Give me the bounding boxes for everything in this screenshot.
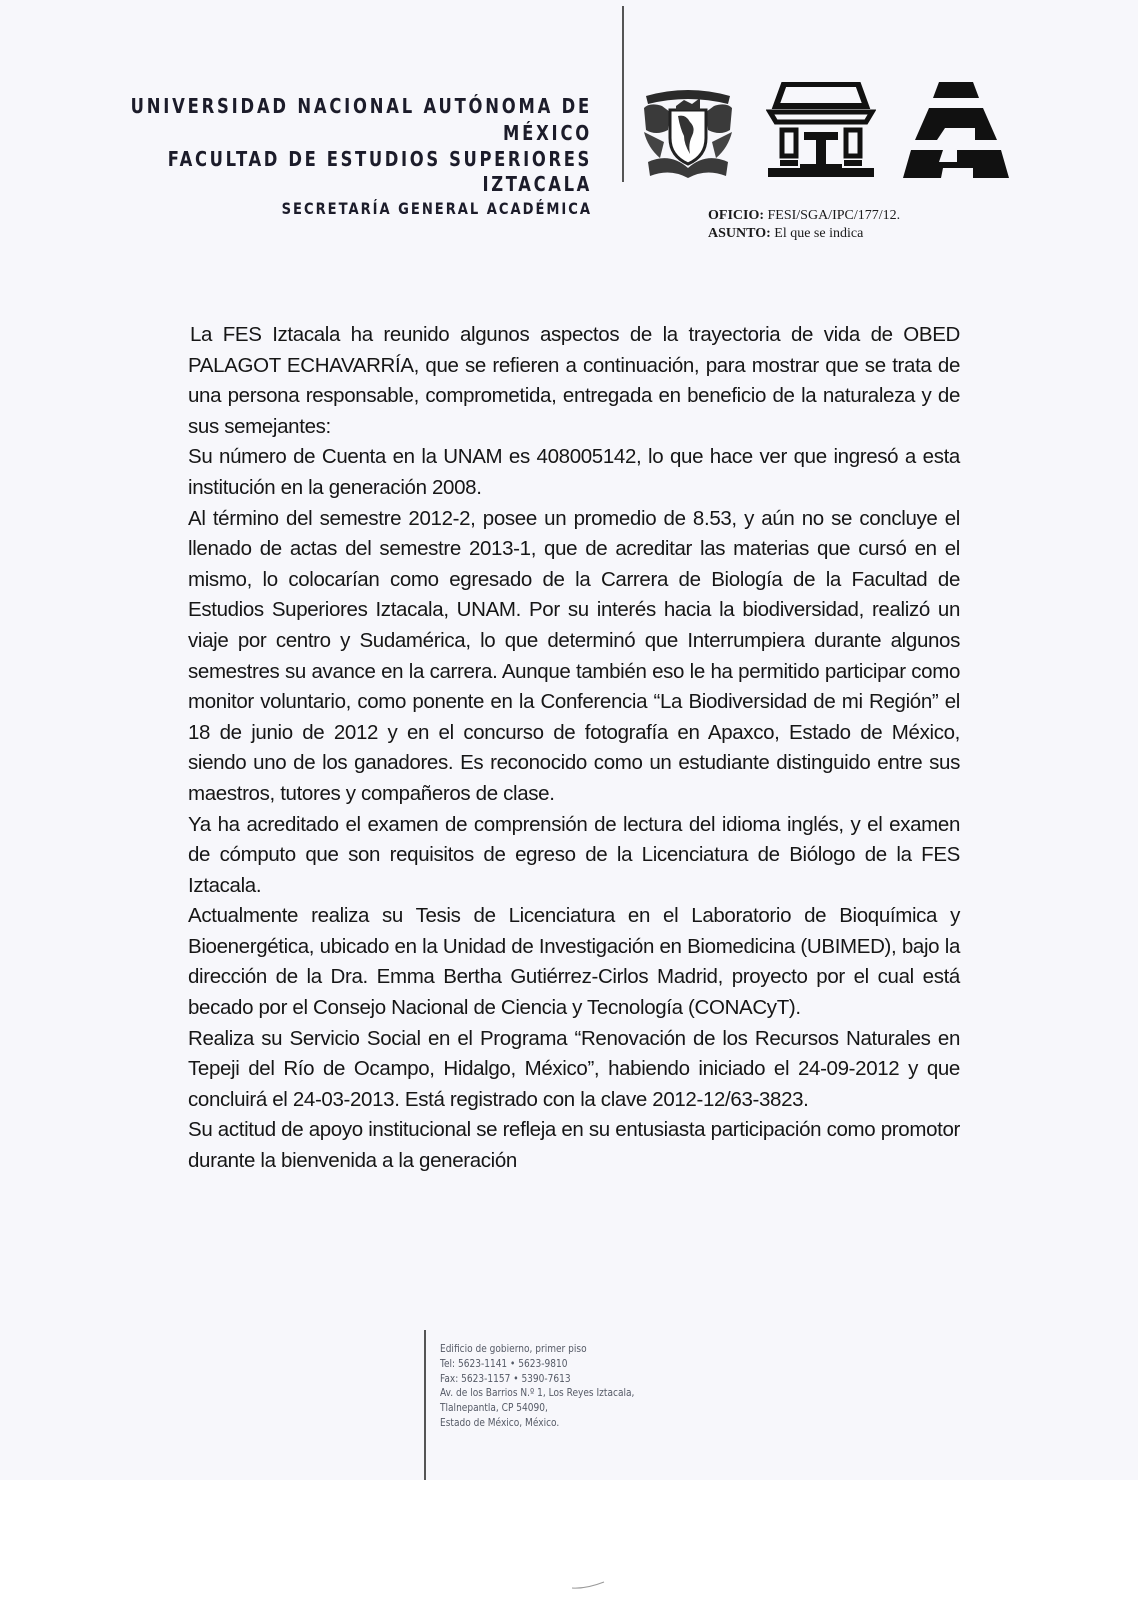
- body-paragraph-academic: Al término del semestre 2012-2, posee un promedio de 8.53, y aún no se concluye el llenado de actas del semestre 2013-1, que de acreditar las materias que cursó en el mismo, lo colocarían como egresado de la Carrera de Biología de la Facultad de Estudios Superiores Iztacala, UNAM. Por su interés hacia la biodiversidad, realizó un viaje por centro y Sudamérica, lo que determinó que Interrumpiera durante algunos semestres su avance en la carrera. Aunque también eso le ha permitido participar como monitor voluntario, como ponente en la Conferencia “La Biodiversidad de mi Región” el 18 de junio de 2012 y en el concurso de fotografía en Apaxco, Estado de México, siendo uno de los ganadores. Es reconocido como un estudiante distinguido entre sus maestros, tutores y compañeros de clase.: [188, 506, 960, 805]
- letter-body: [188, 320, 960, 1177]
- page-background-lower: [0, 1480, 1138, 1600]
- header-divider: [622, 6, 624, 182]
- footer-divider: [424, 1330, 426, 1480]
- body-paragraph-social-service: Realiza su Servicio Social en el Programa “Renovación de los Recursos Naturales en Tepeji del Río de Ocampo, Hidalgo, México”, habiendo iniciado el 24-09-2012 y que concluirá el 24-03-2013. Está registrado con la clave 2012-12/63-3823.: [188, 1026, 960, 1111]
- footer-line: Estado de México, México.: [440, 1416, 560, 1429]
- institution-header: [107, 93, 592, 221]
- footer-line: Fax: 5623-1157 • 5390-7613: [440, 1372, 571, 1385]
- oficio-line: [708, 207, 900, 225]
- body-paragraph-intro: La FES Iztacala ha reunido algunos aspectos de la trayectoria de vida de OBED PALAGOT ECHAVARRÍA, que se refieren a continuación, para mostrar que se trata de una persona responsable, comprometida, entregada en beneficio de la naturaleza y de sus semejantes:: [188, 323, 960, 438]
- faculty-name: FACULTAD DE ESTUDIOS SUPERIORES IZTACALA: [167, 147, 592, 196]
- oficio-value: FESI/SGA/IPC/177/12.: [767, 208, 901, 223]
- unam-shield-icon: [640, 82, 736, 182]
- body-paragraph-account: Su número de Cuenta en la UNAM es 408005142, lo que hace ver que ingresó a esta institución en la generación 2008.: [188, 445, 960, 499]
- body-paragraph-exams: Ya ha acreditado el examen de comprensión de lectura del idioma inglés, y el examen de cómputo que son requisitos de egreso de la Licenciatura de Biólogo de la FES Iztacala.: [188, 812, 960, 897]
- footer-address: [440, 1342, 634, 1431]
- oficio-label: OFICIO:: [708, 208, 764, 223]
- asunto-line: [708, 225, 900, 243]
- footer-line: Edificio de gobierno, primer piso: [440, 1343, 587, 1355]
- body-paragraph-thesis: Actualmente realiza su Tesis de Licenciatura en el Laboratorio de Bioquímica y Bioenergética, ubicado en la Unidad de Investigación en Biomedicina (UBIMED), bajo la dirección de la Dra. Emma Bertha Gutiérrez-Cirlos Madrid, proyecto por el cual está becado por el Consejo Nacional de Ciencia y Tecnología (CONACyT).: [188, 904, 960, 1020]
- fes-iztacala-logo-icon: [766, 82, 876, 178]
- stray-pen-mark: [570, 1580, 606, 1590]
- department-name: SECRETARÍA GENERAL ACADÉMICA: [281, 199, 592, 218]
- reference-block: [708, 207, 900, 243]
- footer-line: Tlalnepantla, CP 54090,: [440, 1402, 548, 1415]
- asunto-label: ASUNTO:: [708, 226, 771, 241]
- footer-line: Tel: 5623-1141 • 5623-9810: [440, 1357, 568, 1370]
- footer-line: Av. de los Barrios N.º 1, Los Reyes Iztacala,: [440, 1387, 635, 1400]
- university-name: UNIVERSIDAD NACIONAL AUTÓNOMA DE MÉXICO: [130, 94, 592, 145]
- sga-a-logo-icon: [903, 82, 1009, 178]
- asunto-value: El que se indica: [774, 226, 864, 241]
- body-paragraph-support: Su actitud de apoyo institucional se refleja en su entusiasta participación como promotor durante la bienvenida a la generación: [188, 1118, 960, 1173]
